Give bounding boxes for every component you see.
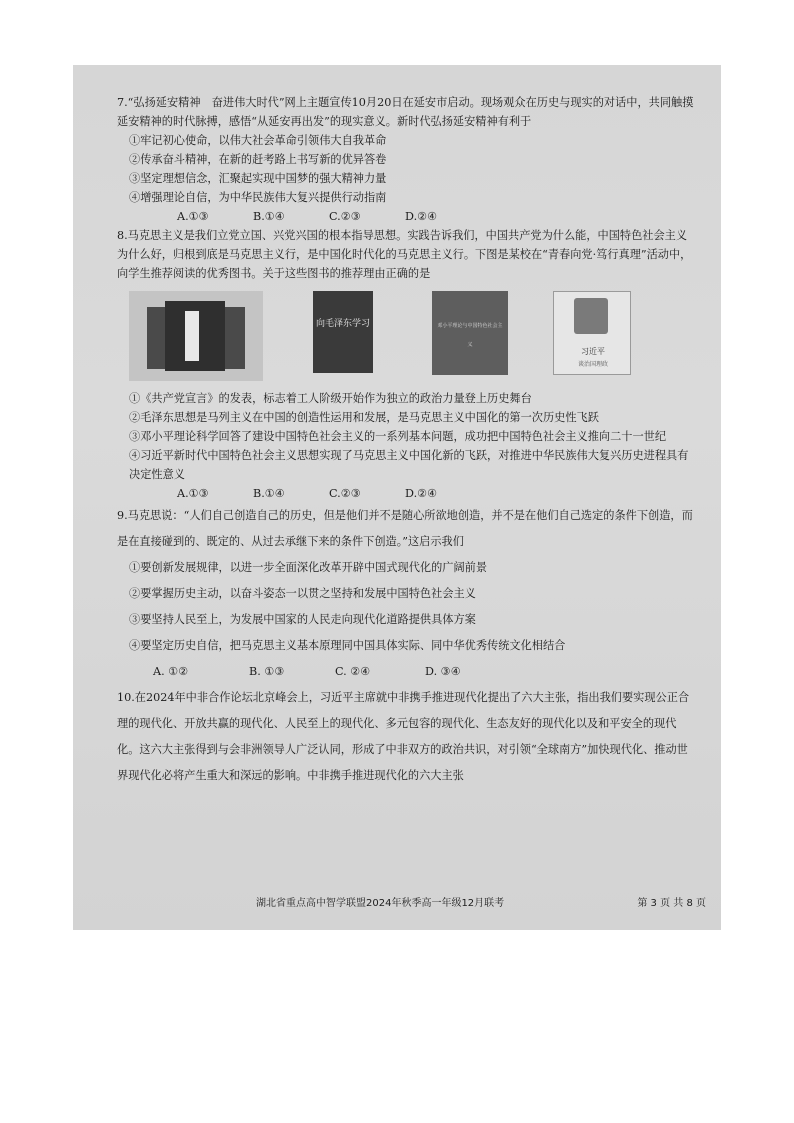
question-8-stem: 8.马克思主义是我们立党立国、兴党兴国的根本指导思想。实践告诉我们，中国共产党为什么能，中国特色社会主义为什么好，归根到底是马克思主义行，是中国化时代化的马克思主义行。下图是某校在“青春向党·笃行真理”活动中，向学生推荐阅读的优秀图书。关于这些图书的推荐理由正确的是	[117, 229, 692, 280]
question-9-option-1: ①要创新发展规律，以进一步全面深化改革开辟中国式现代化的广阔前景	[129, 561, 488, 574]
book-4-title: 习近平	[581, 347, 605, 356]
choice-d: D.②④	[405, 487, 438, 500]
question-content	[117, 93, 697, 789]
question-9-option-2: ②要掌握历史主动，以奋斗姿态一以贯之坚持和发展中国特色社会主义	[129, 587, 476, 600]
question-9-option-4: ④要坚定历史自信，把马克思主义基本原理同中国具体实际、同中华优秀传统文化相结合	[129, 639, 566, 652]
question-10-stem: 10.在2024年中非合作论坛北京峰会上，习近平主席就中非携手推进现代化提出了六大主张，指出我们要实现公正合理的现代化、开放共赢的现代化、人民至上的现代化、多元包容的现代化、生态友好的现代化以及和平安全的现代化。这六大主张得到与会非洲领导人广泛认同，形成了中非双方的政治共识，对引领“全球南方”加快现代化、推动世界现代化必将产生重大和深远的影响。中非携手推进现代化的六大主张	[117, 691, 690, 782]
question-7-option-4: ④增强理论自信，为中华民族伟大复兴提供行动指南	[129, 191, 387, 204]
choice-c: C.②③	[329, 487, 361, 500]
page-footer	[256, 894, 706, 909]
choice-b: B.①④	[253, 210, 285, 223]
choice-b: B. ①③	[249, 665, 285, 678]
question-7	[117, 93, 697, 226]
page-number: 第 3 页 共 8 页	[637, 898, 706, 909]
choice-c: C.②③	[329, 210, 361, 223]
book-images	[117, 291, 697, 383]
book-2-title: 向毛泽东学习	[315, 319, 370, 329]
question-9-stem: 9.马克思说：“人们自己创造自己的历史，但是他们并不是随心所欲地创造，并不是在他们自己选定的条件下创造，而是在直接碰到的、既定的、从过去承继下来的条件下创造。”这启示我们	[117, 509, 693, 548]
choice-d: D. ③④	[425, 665, 461, 678]
question-8-choices	[117, 484, 697, 503]
question-10	[117, 685, 697, 789]
question-7-stem: 7.“弘扬延安精神 奋进伟大时代”网上主题宣传10月20日在延安市启动。现场观众在历史与现实的对话中，共同触摸延安精神的时代脉搏，感悟“从延安再出发”的现实意义。新时代弘扬延安精神有利于	[117, 96, 694, 128]
question-9	[117, 503, 697, 685]
question-8-option-1: ①《共产党宣言》的发表，标志着工人阶级开始作为独立的政治力量登上历史舞台	[129, 392, 532, 405]
choice-a: A.①③	[177, 210, 209, 223]
book-4-subtitle: 谈治国理政	[577, 361, 608, 368]
portrait-photo	[574, 298, 608, 334]
question-8	[117, 226, 697, 503]
choice-c: C. ②④	[335, 665, 371, 678]
book-image-xi	[553, 291, 631, 375]
question-9-choices	[117, 659, 697, 685]
question-7-choices	[117, 207, 697, 226]
question-7-option-3: ③坚定理想信念，汇聚起实现中国梦的强大精神力量	[129, 172, 387, 185]
question-9-option-3: ③要坚持人民至上，为发展中国家的人民走向现代化道路提供具体方案	[129, 613, 476, 626]
book-3-title: 邓小平理论与中国特色社会主义	[437, 323, 503, 348]
choice-a: A.①③	[177, 487, 209, 500]
book-image-communist-manifesto	[129, 291, 263, 381]
book-image-mao	[313, 291, 373, 373]
question-8-option-2: ②毛泽东思想是马列主义在中国的创造性运用和发展，是马克思主义中国化的第一次历史性飞跃	[129, 411, 599, 424]
choice-a: A. ①②	[153, 665, 189, 678]
question-7-option-2: ②传承奋斗精神，在新的赶考路上书写新的优异答卷	[129, 153, 387, 166]
choice-d: D.②④	[405, 210, 438, 223]
question-8-option-4: ④习近平新时代中国特色社会主义思想实现了马克思主义中国化新的飞跃，对推进中华民族伟大复兴历史进程具有决定性意义	[129, 449, 689, 481]
exam-name: 湖北省重点高中智学联盟2024年秋季高一年级12月联考	[256, 898, 505, 909]
book-image-deng	[432, 291, 508, 375]
choice-b: B.①④	[253, 487, 285, 500]
question-7-option-1: ①牢记初心使命，以伟大社会革命引领伟大自我革命	[129, 134, 387, 147]
scanned-page	[73, 65, 721, 930]
question-8-option-3: ③邓小平理论科学回答了建设中国特色社会主义的一系列基本问题，成功把中国特色社会主义推向二十一世纪	[129, 430, 667, 443]
